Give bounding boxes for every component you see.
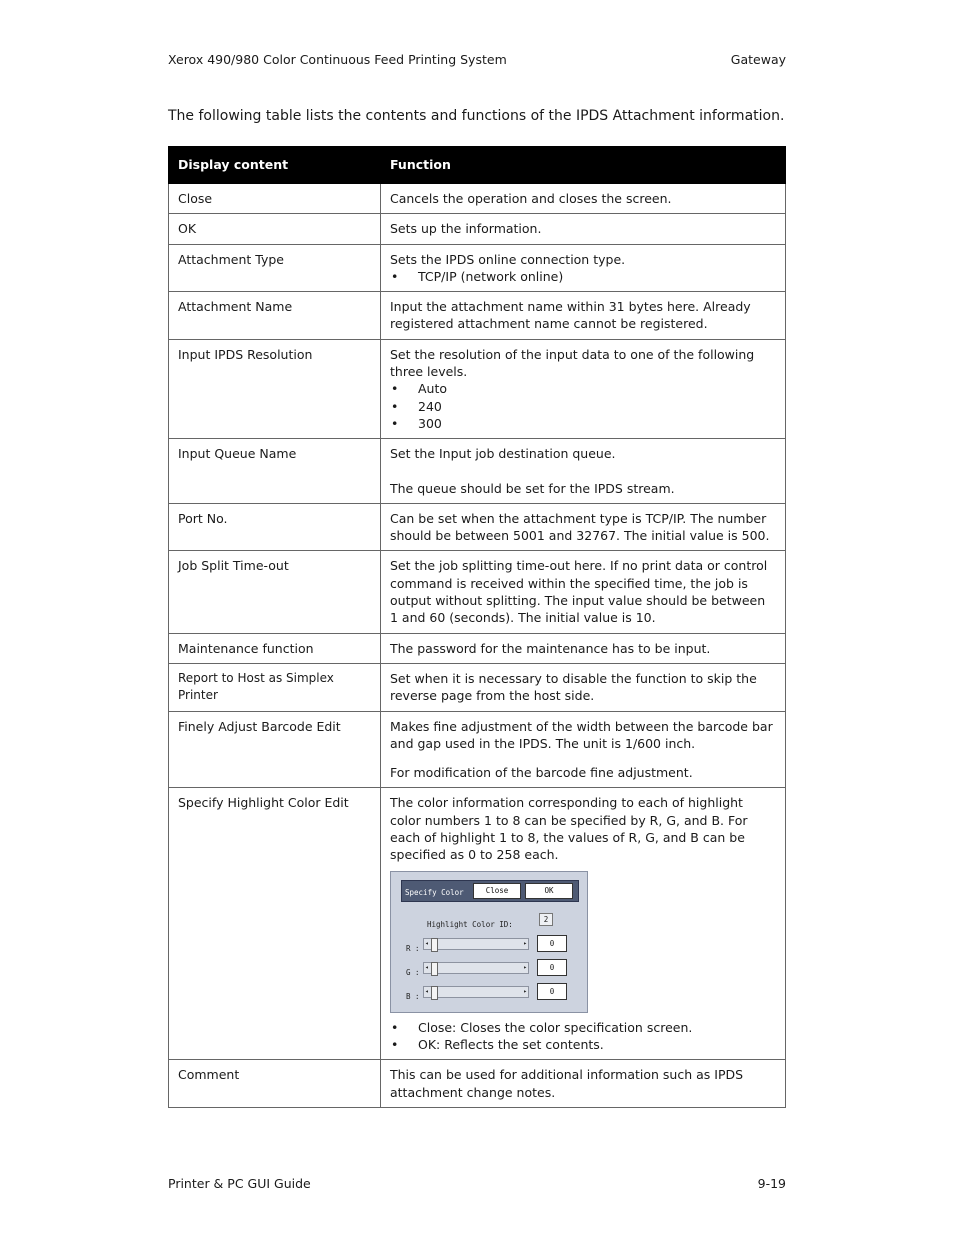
b-label: B :	[406, 991, 420, 1001]
row-function: Sets up the information.	[381, 214, 786, 244]
row-name: Job Split Time-out	[169, 551, 381, 633]
table-row	[169, 292, 786, 340]
table-row	[169, 1060, 786, 1108]
table-row	[169, 711, 786, 788]
function-text: Set the resolution of the input data to one of the following three levels.	[390, 346, 755, 380]
page-number: 9-19	[757, 1176, 786, 1191]
g-value-box: 0	[537, 959, 567, 976]
col-header-function: Function	[381, 147, 786, 184]
specify-color-dialog-screenshot	[390, 871, 588, 1013]
r-label: R :	[406, 943, 420, 953]
row-name: Comment	[169, 1060, 381, 1108]
slider-left-arrow-icon: ◂	[425, 963, 429, 971]
b-slider	[423, 986, 529, 998]
b-value-box: 0	[537, 983, 567, 1000]
header-doc-title: Xerox 490/980 Color Continuous Feed Printing System	[168, 52, 507, 67]
row-name: Attachment Name	[169, 292, 381, 340]
list-item: • Close: Closes the color specification screen.	[418, 1019, 776, 1036]
slider-left-arrow-icon: ◂	[425, 939, 429, 947]
footer-guide-title: Printer & PC GUI Guide	[168, 1176, 311, 1191]
function-text: Set the Input job destination queue.	[390, 446, 616, 462]
row-function: Set the job splitting time-out here. If no print data or control command is received within the specified time, the job is output without splitting. The input value should be between 1 and 60 (seconds). The initial value is 10.	[381, 551, 786, 633]
table-row	[169, 439, 786, 504]
function-text: Makes fine adjustment of the width between the barcode bar and gap used in the IPDS. The unit is 1/600 inch.	[390, 718, 773, 751]
intro-text: The following table lists the contents and functions of the IPDS Attachment information.	[168, 108, 785, 124]
table-row	[169, 633, 786, 663]
bullet-list	[390, 268, 776, 285]
slider-right-arrow-icon: ▸	[523, 963, 527, 971]
highlight-color-id-value: 2	[539, 913, 553, 926]
row-name: Close	[169, 184, 381, 214]
row-function: Can be set when the attachment type is TCP/IP. The number should be between 5001 and 32767. The initial value is 500.	[381, 503, 786, 551]
bullet-list	[390, 1019, 776, 1054]
table-row	[169, 339, 786, 438]
table-row	[169, 788, 786, 1060]
ipds-attachment-table	[168, 146, 786, 1108]
slider-thumb	[431, 986, 438, 1000]
col-header-display-content: Display content	[169, 147, 381, 184]
dialog-title: Specify Color	[405, 887, 464, 897]
row-name: Input IPDS Resolution	[169, 339, 381, 438]
table-row	[169, 663, 786, 711]
list-item: • OK: Reflects the set contents.	[418, 1036, 776, 1053]
r-value-box: 0	[537, 935, 567, 952]
row-name: OK	[169, 214, 381, 244]
bullet-list	[390, 380, 776, 432]
highlight-color-id-label: Highlight Color ID:	[427, 919, 513, 929]
table-row	[169, 244, 786, 292]
dialog-ok-button: OK	[525, 883, 573, 899]
g-label: G :	[406, 967, 420, 977]
table-row	[169, 214, 786, 244]
row-function: Input the attachment name within 31 bytes here. Already registered attachment name cannot be registered.	[381, 292, 786, 340]
list-item: • TCP/IP (network online)	[418, 268, 776, 285]
row-function	[381, 244, 786, 292]
slider-thumb	[431, 962, 438, 976]
row-function: Set when it is necessary to disable the function to skip the reverse page from the host side.	[381, 663, 786, 711]
list-item: • 300	[418, 415, 776, 432]
row-function: The password for the maintenance has to be input.	[381, 633, 786, 663]
row-function: This can be used for additional information such as IPDS attachment change notes.	[381, 1060, 786, 1108]
function-text: The color information corresponding to each of highlight color numbers 1 to 8 can be specified by R, G, and B. For each of highlight 1 to 8, the values of R, G, and B can be specified as 0 to 258 each.	[390, 795, 748, 863]
slider-right-arrow-icon: ▸	[523, 987, 527, 995]
table-row	[169, 551, 786, 633]
header-section: Gateway	[730, 52, 786, 67]
list-item: • Auto	[418, 380, 776, 397]
row-function	[381, 339, 786, 438]
dialog-close-button: Close	[473, 883, 521, 899]
table-row	[169, 503, 786, 551]
row-function: Cancels the operation and closes the screen.	[381, 184, 786, 214]
function-text: Sets the IPDS online connection type.	[390, 251, 626, 267]
row-name: Specify Highlight Color Edit	[169, 788, 381, 1060]
row-function	[381, 439, 786, 504]
table-row	[169, 184, 786, 214]
slider-thumb	[431, 938, 438, 952]
row-name: Attachment Type	[169, 244, 381, 292]
row-function	[381, 711, 786, 788]
row-name: Port No.	[169, 503, 381, 551]
row-name: Report to Host as Simplex Printer	[169, 663, 381, 711]
slider-right-arrow-icon: ▸	[523, 939, 527, 947]
list-item: • 240	[418, 398, 776, 415]
row-name: Input Queue Name	[169, 439, 381, 504]
function-note: For modification of the barcode fine adjustment.	[390, 765, 693, 781]
function-note: The queue should be set for the IPDS stream.	[390, 480, 675, 496]
row-name: Maintenance function	[169, 633, 381, 663]
r-slider	[423, 938, 529, 950]
row-function	[381, 788, 786, 1060]
table-header-row	[169, 147, 786, 184]
row-name: Finely Adjust Barcode Edit	[169, 711, 381, 788]
g-slider	[423, 962, 529, 974]
slider-left-arrow-icon: ◂	[425, 987, 429, 995]
